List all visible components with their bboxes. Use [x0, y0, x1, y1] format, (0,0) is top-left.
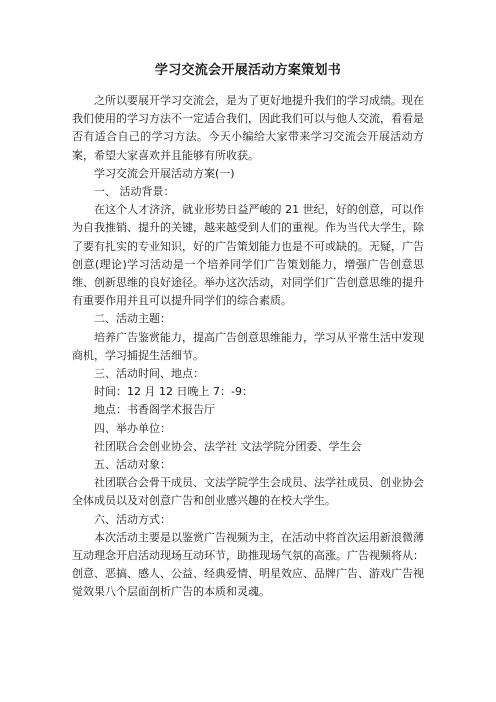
section-heading: 一、 活动背景：: [94, 185, 175, 199]
section-heading: 学习交流会开展活动方案(一): [94, 166, 235, 180]
paragraph: 社团联合会创业协会、法学社 文法学院分团委、学生会: [94, 439, 362, 453]
paragraph: 之所以要展开学习交流会，是为了更好地提升我们的学习成绩。现在我们使用的学习方法不一定适合我们，因此我们可以与他人交流，看看是否有适合自己的学习方法。今天小编给大家带来学习交流会开展活动方案，希望大家喜欢并且能够有所收获。: [72, 94, 424, 162]
section-heading: 二、活动主题：: [94, 312, 171, 326]
paragraph: 社团联合会骨干成员、文法学院学生会成员、法学社成员、创业协会全体成员以及对创意广告和创业感兴趣的在校大学生。: [72, 476, 424, 508]
paragraph: 在这个人才济济，就业形势日益严峻的 21 世纪，好的创意，可以作为自我推销、提升的关键，越来越受到人们的重视。作为当代大学生，除了要有扎实的专业知识，好的广告策划能力也是不可或缺的。无疑，广告创意(理论)学习活动是一个培养同学们广告策划能力，增强广告创意思维、创新思维的良好途径。举办这次活动，对同学们广告创意思维的提升有重要作用并且可以提升同学们的综合素质。: [72, 203, 424, 308]
section-heading: 五、活动对象：: [94, 458, 171, 472]
paragraph: 时间：12 月 12 日晚上 7：-9：: [94, 385, 253, 399]
section-heading: 四、举办单位：: [94, 421, 171, 435]
paragraph: 本次活动主要是以鉴赏广告视频为主，在活动中将首次运用新浪微薄互动理念开启活动现场互动环节，助推现场气氛的高涨。广告视频将从：创意、恶搞、感人、公益、经典爱情、明星效应、品牌广告、游戏广告视觉效果八个层面剖析广告的本质和灵魂。: [72, 530, 424, 599]
document-title: 学习交流会开展活动方案策划书: [154, 63, 342, 78]
section-heading: 六、活动方式：: [94, 512, 171, 526]
paragraph: 培养广告鉴赏能力，提高广告创意思维能力，学习从平常生活中发现商机，学习捕捉生活细节。: [72, 330, 424, 362]
document-body: [72, 92, 424, 602]
section-heading: 三、活动时间、地点：: [94, 367, 204, 381]
paragraph: 地点：书香阁学术报告厅: [94, 403, 215, 417]
